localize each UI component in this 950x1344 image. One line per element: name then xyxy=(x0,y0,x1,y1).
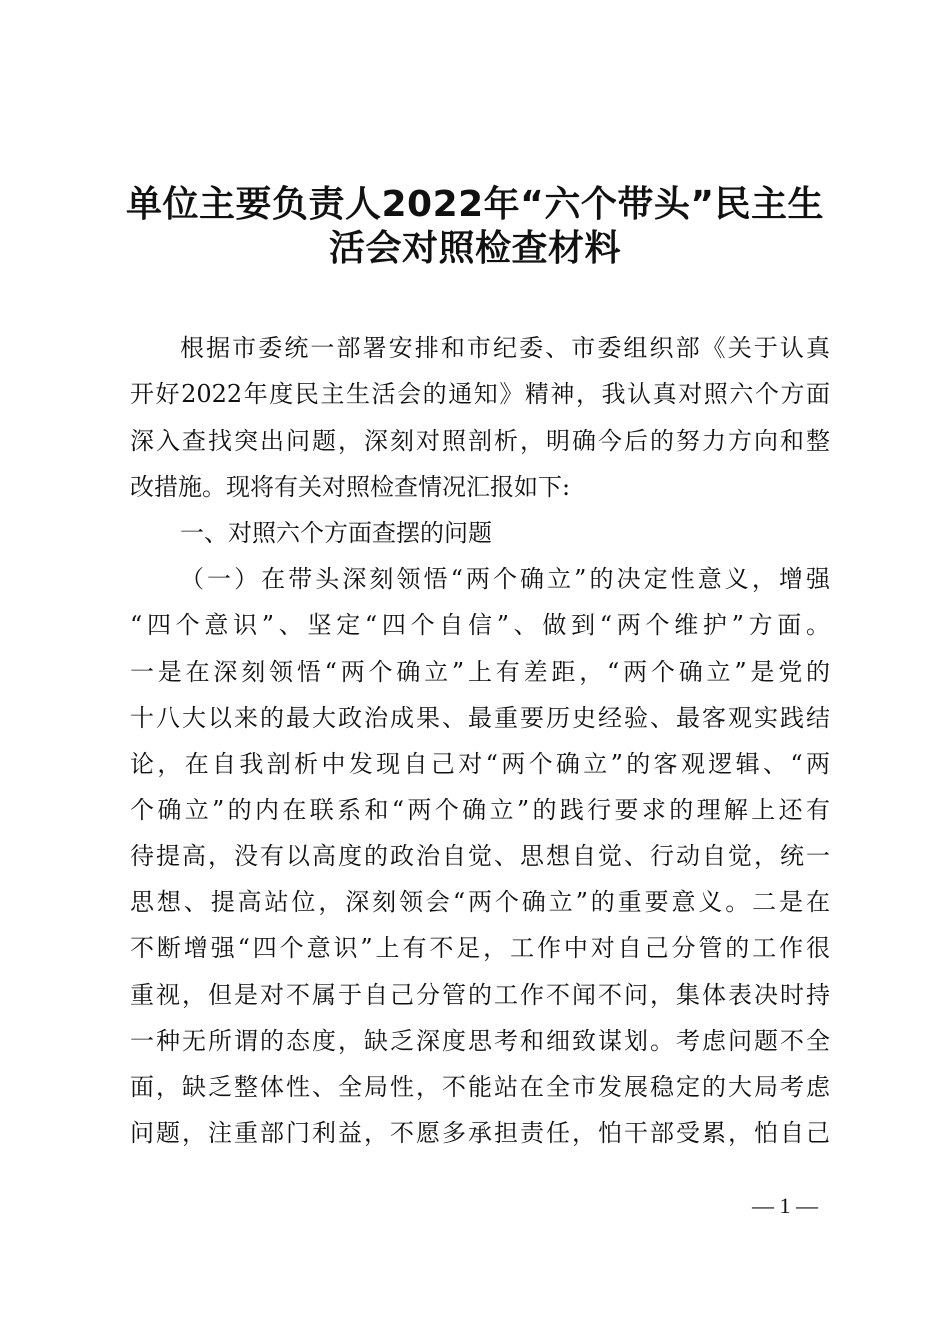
page-number: — 1 — xyxy=(752,1193,818,1218)
body-line: 重视，但是对不属于自己分管的工作不闻不问，集体表决时持 xyxy=(130,981,830,1009)
body-line: 一种无所谓的态度，缺乏深度思考和细致谋划。考虑问题不全 xyxy=(130,1027,830,1055)
intro-line: 根据市委统一部署安排和市纪委、市委组织部《关于认真 xyxy=(180,334,830,362)
body-line: 不断增强“四个意识”上有不足，工作中对自己分管的工作很 xyxy=(130,934,830,962)
body-line: 一是在深刻领悟“两个确立”上有差距，“两个确立”是党的 xyxy=(130,658,830,686)
body-line: 十八大以来的最大政治成果、最重要历史经验、最客观实践结 xyxy=(130,704,830,732)
body-line: “四个意识”、坚定“四个自信”、做到“两个维护”方面。 xyxy=(130,611,830,639)
body-line: 问题，注重部门利益，不愿多承担责任，怕干部受累，怕自己 xyxy=(130,1119,830,1147)
body-line: 论，在自我剖析中发现自己对“两个确立”的客观逻辑、“两 xyxy=(130,750,830,778)
body-line: 待提高，没有以高度的政治自觉、思想自觉、行动自觉，统一 xyxy=(130,842,830,870)
section-heading: 一、对照六个方面查摆的问题 xyxy=(180,519,492,547)
intro-line: 改措施。现将有关对照检查情况汇报如下: xyxy=(130,473,571,501)
intro-line: 开好2022年度民主生活会的通知》精神，我认真对照六个方面 xyxy=(130,380,830,408)
document-title-line-1: 单位主要负责人2022年“六个带头”民主生 xyxy=(125,184,825,225)
body-line: 思想、提高站位，深刻领会“两个确立”的重要意义。二是在 xyxy=(130,888,830,916)
document-title-line-2: 活会对照检查材料 xyxy=(328,228,621,269)
body-line: （一）在带头深刻领悟“两个确立”的决定性意义，增强 xyxy=(180,565,830,593)
body-line: 个确立”的内在联系和“两个确立”的践行要求的理解上还有 xyxy=(130,796,830,824)
intro-line: 深入查找突出问题，深刻对照剖析，明确今后的努力方向和整 xyxy=(130,427,830,455)
body-line: 面，缺乏整体性、全局性，不能站在全市发展稳定的大局考虑 xyxy=(130,1073,830,1101)
